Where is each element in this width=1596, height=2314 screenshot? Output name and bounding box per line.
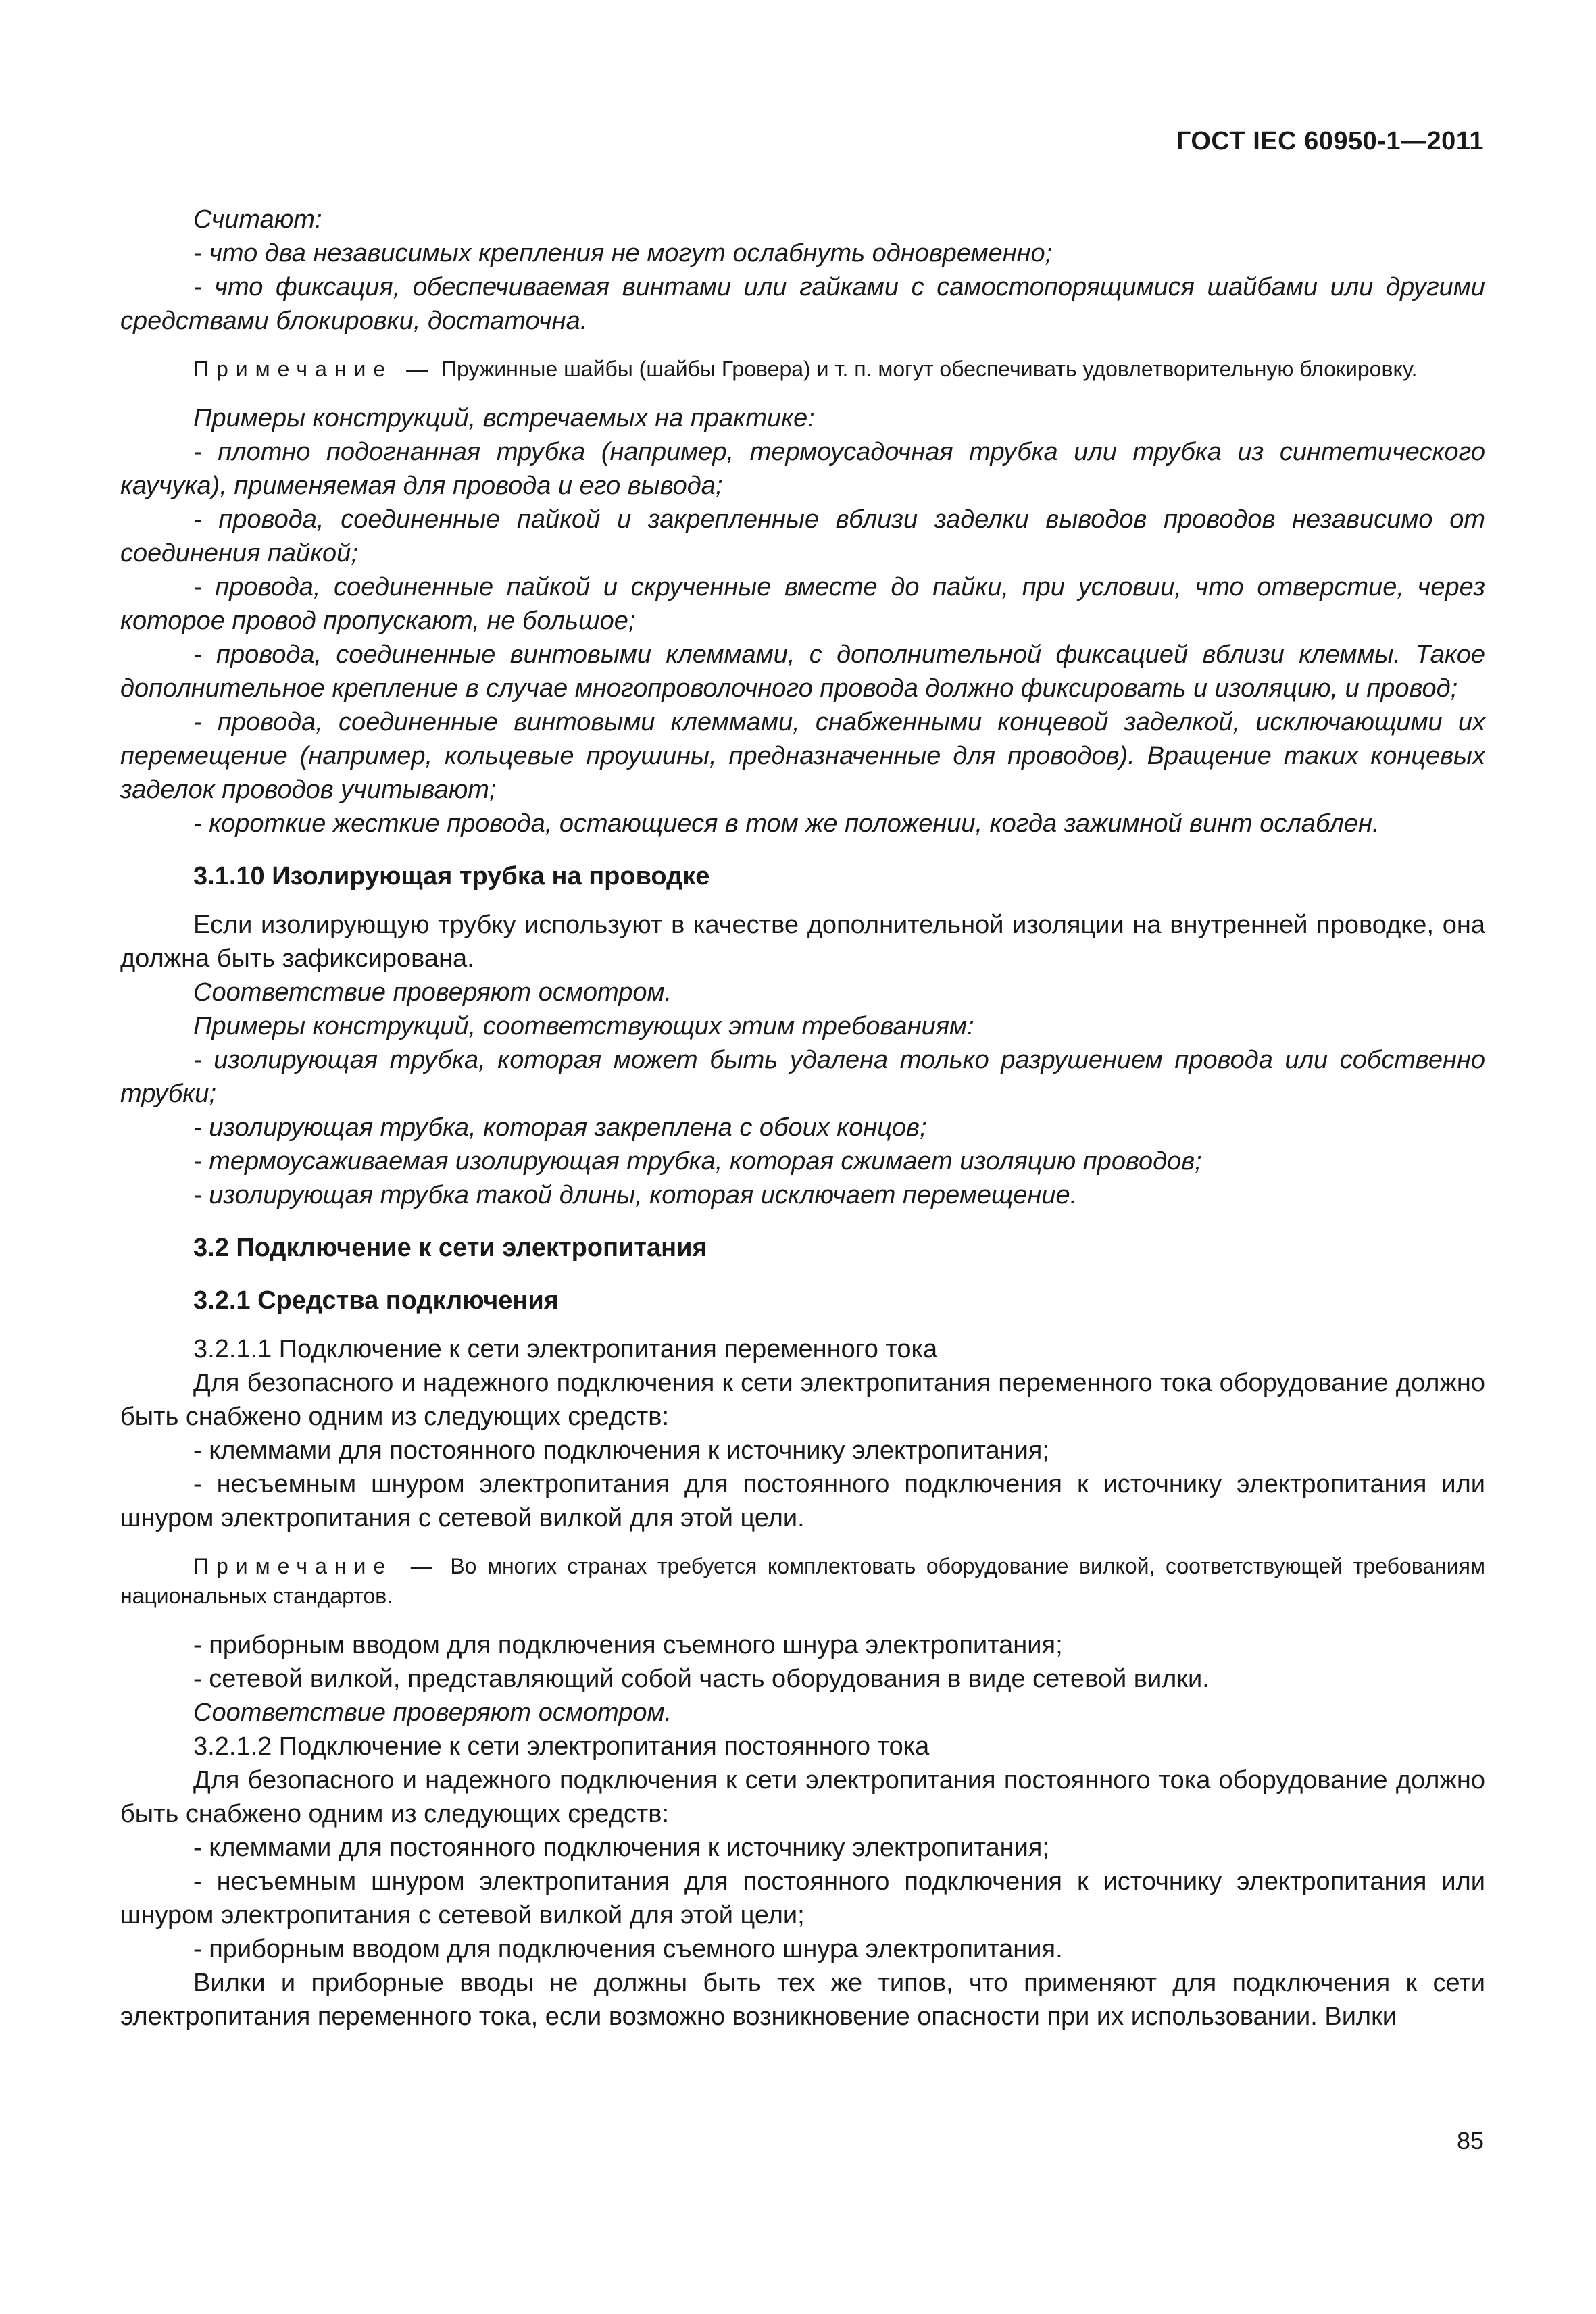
italic-paragraph: Примеры конструкций, встречаемых на практике: (193, 404, 815, 432)
document-code-header: ГОСТ IEC 60950-1—2011 (1176, 127, 1484, 155)
italic-paragraph: - короткие жесткие провода, остающиеся в том же положении, когда зажимной винт ослаблен. (193, 809, 1380, 838)
italic-paragraph: Соответствие проверяют осмотром. (193, 978, 672, 1007)
paragraph: Для безопасного и надежного подключения к сети электропитания переменного тока оборудование должно быть снабжено одним из следующих средств: (120, 1369, 1485, 1431)
note-paragraph (120, 354, 1485, 384)
paragraph: Вилки и приборные вводы не должны быть тех же типов, что применяют для подключения к сети электропитания переменного тока, если возможно возникновение опасности при их использовании. Вилки (120, 1969, 1485, 2031)
italic-paragraph: Примеры конструкций, соответствующих этим требованиям: (193, 1012, 974, 1040)
italic-paragraph: - изолирующая трубка, которая может быть удалена только разрушением провода или собственно трубки; (120, 1046, 1485, 1108)
italic-paragraph: - провода, соединенные винтовыми клеммами, с дополнительной фиксацией вблизи клеммы. Такое дополнительное крепление в случае многопроволочного провода должно фиксировать и изоляцию, и провод; (120, 640, 1485, 703)
italic-paragraph: - изолирующая трубка такой длины, которая исключает перемещение. (193, 1181, 1078, 1209)
page-number: 85 (1456, 2127, 1484, 2155)
page-body (120, 203, 1485, 2034)
note-label: Примечание — (193, 357, 436, 381)
paragraph: - приборным вводом для подключения съемного шнура электропитания; (193, 1631, 1063, 1659)
section-heading: 3.2 Подключение к сети электропитания (193, 1234, 707, 1262)
italic-paragraph: - провода, соединенные пайкой и скрученные вместе до пайки, при условии, что отверстие, через которое провод пропускают, не большое; (120, 573, 1485, 635)
section-heading: 3.1.10 Изолирующая трубка на проводке (193, 862, 710, 890)
paragraph: - несъемным шнуром электропитания для постоянного подключения к источнику электропитания или шнуром электропитания с сетевой вилкой для этой цели. (120, 1470, 1485, 1532)
paragraph: 3.2.1.1 Подключение к сети электропитания переменного тока (193, 1335, 938, 1363)
paragraph: - клеммами для постоянного подключения к источнику электропитания; (193, 1834, 1049, 1862)
note-text: Пружинные шайбы (шайбы Гровера) и т. п. могут обеспечивать удовлетворительную блокировку. (441, 357, 1418, 381)
paragraph: - сетевой вилкой, представляющий собой часть оборудования в виде сетевой вилки. (193, 1665, 1210, 1693)
section-heading: 3.2.1 Средства подключения (193, 1286, 559, 1315)
italic-paragraph: - плотно подогнанная трубка (например, термоусадочная трубка или трубка из синтетического каучука), применяемая для провода и его вывода; (120, 438, 1485, 500)
italic-paragraph: - что два независимых крепления не могут ослабнуть одновременно; (193, 239, 1053, 268)
italic-paragraph: Считают: (193, 205, 322, 234)
paragraph: - клеммами для постоянного подключения к источнику электропитания; (193, 1436, 1049, 1465)
paragraph: 3.2.1.2 Подключение к сети электропитания постоянного тока (193, 1732, 930, 1761)
italic-paragraph: Соответствие проверяют осмотром. (193, 1699, 672, 1727)
paragraph: - несъемным шнуром электропитания для постоянного подключения к источнику электропитания или шнуром электропитания с сетевой вилкой для этой цели; (120, 1867, 1485, 1930)
note-paragraph (120, 1551, 1485, 1611)
italic-paragraph: - термоусаживаемая изолирующая трубка, которая сжимает изоляцию проводов; (193, 1147, 1202, 1176)
italic-paragraph: - изолирующая трубка, которая закреплена с обоих концов; (193, 1113, 927, 1142)
note-text: Во многих странах требуется комплектовать оборудование вилкой, соответствующей требованиям национальных стандартов. (120, 1554, 1486, 1608)
paragraph: Если изолирующую трубку используют в качестве дополнительной изоляции на внутренней проводке, она должна быть зафиксирована. (120, 911, 1485, 973)
italic-paragraph: - провода, соединенные винтовыми клеммами, снабженными концевой заделкой, исключающими их перемещение (например, кольцевые проушины, предназначенные для проводов). Вращение таких концевых заделок проводов учитывают; (120, 708, 1485, 804)
italic-paragraph: - провода, соединенные пайкой и закрепленные вблизи заделки выводов проводов независимо от соединения пайкой; (120, 505, 1485, 568)
paragraph: - приборным вводом для подключения съемного шнура электропитания. (193, 1935, 1063, 1963)
note-label: Примечание — (193, 1554, 440, 1578)
paragraph: Для безопасного и надежного подключения к сети электропитания постоянного тока оборудование должно быть снабжено одним из следующих средств: (120, 1766, 1485, 1828)
italic-paragraph: - что фиксация, обеспечиваемая винтами или гайками с самостопорящимися шайбами или другими средствами блокировки, достаточна. (120, 273, 1485, 335)
